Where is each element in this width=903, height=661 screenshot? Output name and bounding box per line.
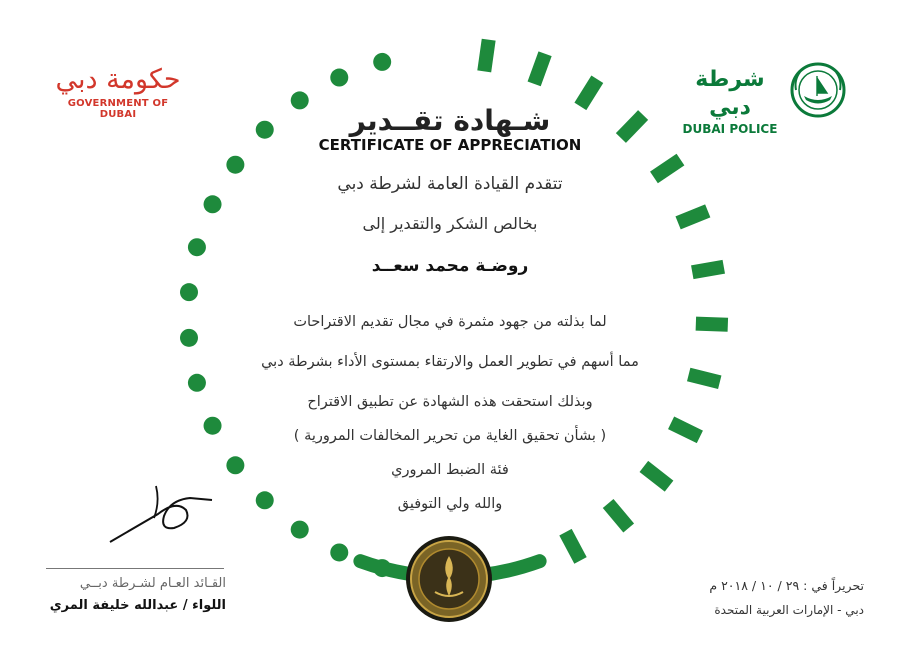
ring-dot — [330, 543, 348, 561]
gold-seal-icon — [404, 534, 494, 624]
issue-date: تحريراً في : ٢٩ / ١٠ / ٢٠١٨ م — [709, 578, 864, 593]
signature-line — [46, 568, 224, 569]
ring-dash — [696, 317, 728, 332]
body-line: فئة الضبط المروري — [391, 462, 509, 478]
issue-place: دبي - الإمارات العربية المتحدة — [714, 603, 864, 617]
ring-dot — [291, 521, 309, 539]
government-logo-arabic: حكومة دبي — [55, 64, 181, 95]
body-line: مما أسهم في تطوير العمل والارتقاء بمستوى الأداء بشرطة دبي — [261, 354, 639, 370]
ring-dot — [180, 283, 198, 301]
body-line: وبذلك استحقت هذه الشهادة عن تطبيق الاقتراح — [307, 394, 593, 410]
dubai-police-emblem-icon — [790, 60, 846, 120]
signatory-name: اللواء / عبدالله خليفة المري — [49, 598, 226, 613]
ring-dot — [188, 374, 206, 392]
ring-dot — [204, 417, 222, 435]
ring-dash — [477, 39, 495, 73]
ring-dot — [373, 53, 391, 71]
ring-dash — [691, 260, 725, 279]
ring-dot — [204, 195, 222, 213]
signatory-title: القـائد العـام لشـرطة دبــي — [79, 576, 226, 591]
body-line: ( بشأن تحقيق الغاية من تحرير المخالفات المرورية ) — [293, 428, 607, 444]
police-logo-text — [676, 66, 784, 136]
body-line: لما بذلته من جهود مثمرة في مجال تقديم الاقتراحات — [293, 314, 607, 330]
government-logo-english: GOVERNMENT OF DUBAI — [67, 98, 169, 120]
ring-dash — [668, 417, 703, 444]
ring-dash — [687, 368, 721, 389]
ring-dash — [528, 51, 552, 86]
dubai-police-logo — [676, 60, 856, 136]
ring-dot — [188, 238, 206, 256]
signature-icon — [100, 470, 230, 550]
presenter-line: تتقدم القيادة العامة لشرطة دبي — [337, 174, 563, 194]
certificate-title-english: CERTIFICATE OF APPRECIATION — [318, 136, 582, 154]
ring-dot — [330, 69, 348, 87]
government-of-dubai-logo-icon — [48, 62, 188, 122]
ring-dash — [675, 204, 710, 229]
ring-dash — [559, 529, 586, 564]
police-logo-arabic: شرطة دبي — [695, 67, 765, 120]
ring-dot — [226, 156, 244, 174]
police-logo-english: DUBAI POLICE — [682, 122, 778, 136]
ring-dot — [180, 329, 198, 347]
recipient-name: روضـة محمد سعــد — [371, 256, 529, 276]
body-line: والله ولي التوفيق — [397, 496, 503, 512]
thanks-line: بخالص الشكر والتقدير إلى — [362, 214, 538, 233]
certificate-title-arabic: شـهادة تقــدير — [349, 104, 551, 137]
